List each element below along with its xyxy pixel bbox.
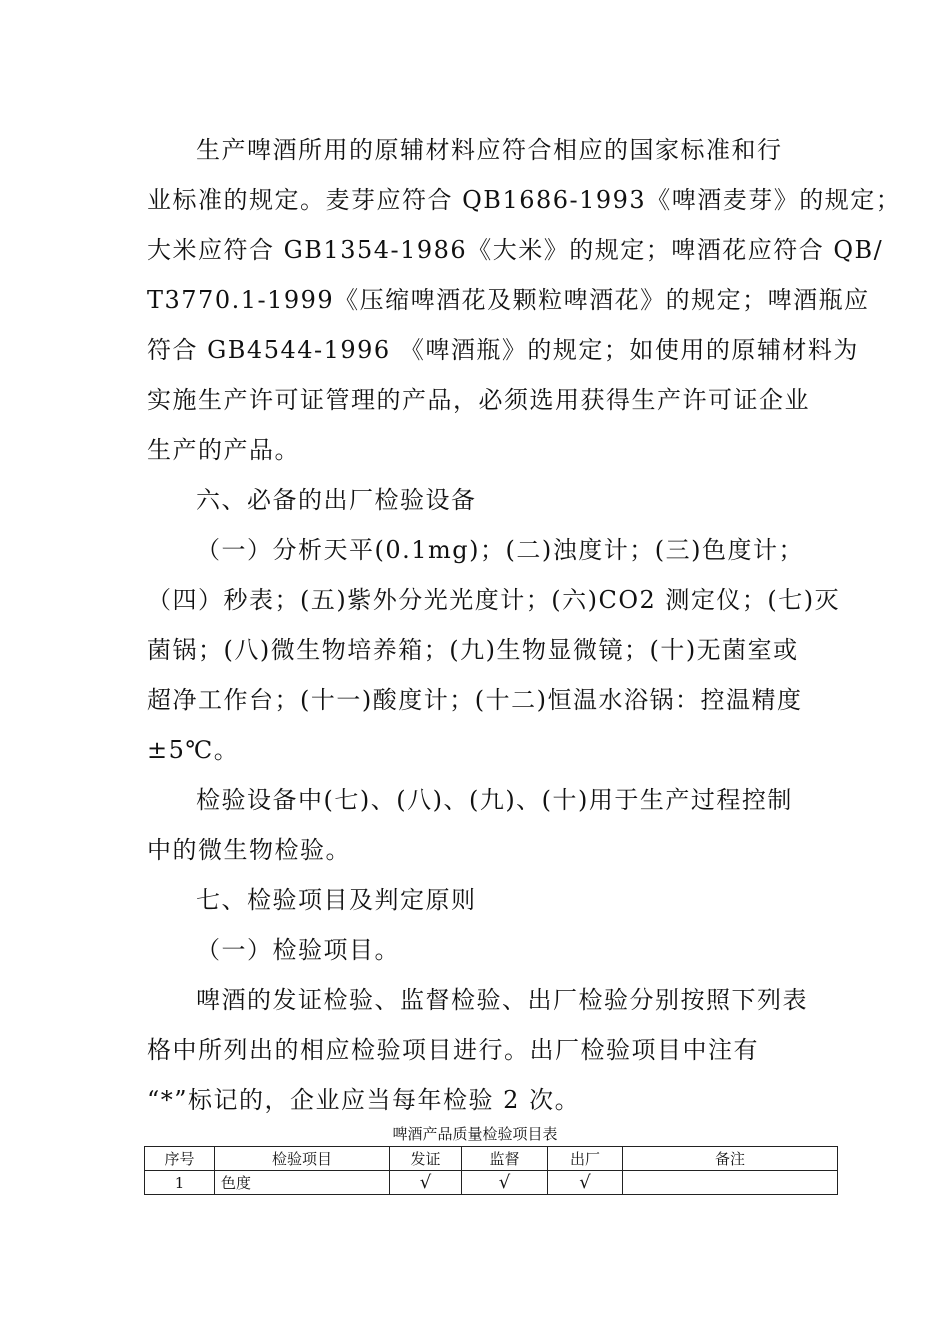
paragraph-line: 业标准的规定。麦芽应符合 QB1686-1993《啤酒麦芽》的规定； (147, 186, 902, 214)
paragraph-line: ±5℃。 (147, 736, 240, 764)
header-supervise: 监督 (462, 1147, 548, 1171)
paragraph-line: 格中所列出的相应检验项目进行。出厂检验项目中注有 (147, 1036, 759, 1064)
header-item: 检验项目 (215, 1147, 390, 1171)
paragraph-line: 生产啤酒所用的原辅材料应符合相应的国家标准和行 (196, 136, 783, 164)
paragraph-line: 实施生产许可证管理的产品，必须选用获得生产许可证企业 (147, 386, 810, 414)
header-no: 序号 (145, 1147, 215, 1171)
header-cert: 发证 (390, 1147, 462, 1171)
paragraph-line: 菌锅；(八)微生物培养箱；(九)生物显微镜；(十)无菌室或 (147, 636, 799, 664)
cell-factory-check: √ (548, 1171, 623, 1195)
paragraph-line: 检验设备中(七)、(八)、(九)、(十)用于生产过程控制 (196, 786, 793, 814)
cell-item: 色度 (215, 1171, 390, 1195)
paragraph-line: 生产的产品。 (147, 436, 300, 464)
paragraph-line: 中的微生物检验。 (147, 836, 351, 864)
header-note: 备注 (623, 1147, 838, 1171)
paragraph-line: “*”标记的，企业应当每年检验 2 次。 (147, 1086, 581, 1114)
paragraph-line: 符合 GB4544-1996 《啤酒瓶》的规定；如使用的原辅材料为 (147, 336, 859, 364)
paragraph-line: 超净工作台；(十一)酸度计；(十二)恒温水浴锅：控温精度 (147, 686, 803, 714)
cell-no: 1 (145, 1171, 215, 1195)
paragraph-line: （一）分析天平(0.1mg)；(二)浊度计；(三)色度计； (196, 536, 804, 564)
subsection-heading: （一）检验项目。 (196, 936, 400, 964)
section-heading: 七、检验项目及判定原则 (196, 886, 477, 914)
table-caption: 啤酒产品质量检验项目表 (392, 1125, 558, 1143)
cell-cert-check: √ (390, 1171, 462, 1195)
cell-note (623, 1171, 838, 1195)
table-header-row (145, 1147, 838, 1171)
header-factory: 出厂 (548, 1147, 623, 1171)
table-row (145, 1171, 838, 1195)
section-heading: 六、必备的出厂检验设备 (196, 486, 477, 514)
paragraph-line: 大米应符合 GB1354-1986《大米》的规定；啤酒花应符合 QB/ (147, 236, 884, 264)
paragraph-line: （四）秒表；(五)紫外分光光度计；(六)CO2 测定仪；(七)灭 (147, 586, 841, 614)
cell-supervise-check: √ (462, 1171, 548, 1195)
paragraph-line: 啤酒的发证检验、监督检验、出厂检验分别按照下列表 (196, 986, 808, 1014)
inspection-items-table (144, 1146, 838, 1195)
paragraph-line: T3770.1-1999《压缩啤酒花及颗粒啤酒花》的规定；啤酒瓶应 (147, 286, 870, 314)
